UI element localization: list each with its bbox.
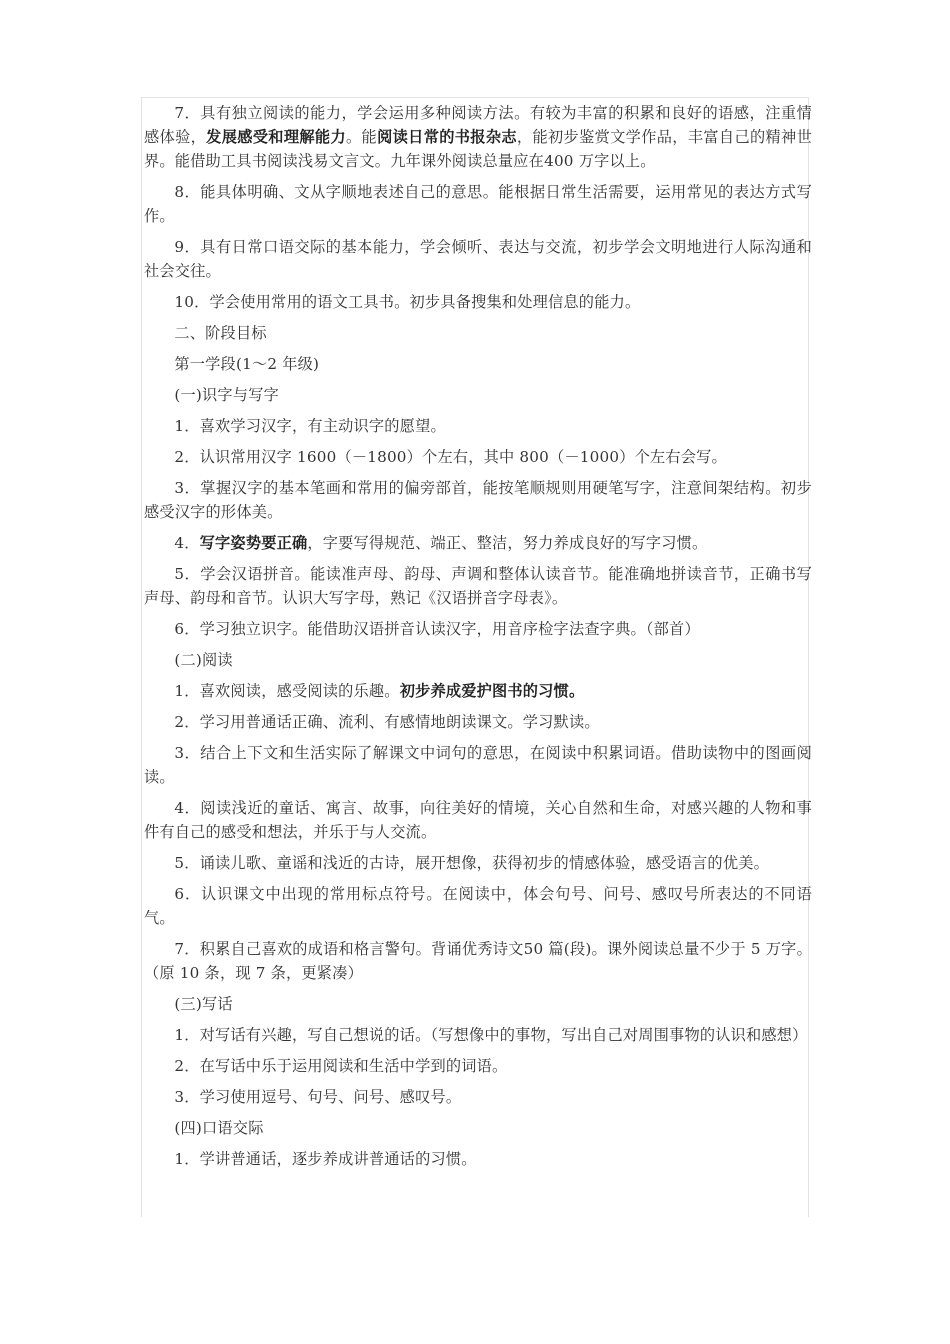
paragraph	[144, 414, 812, 438]
paragraph	[144, 617, 812, 641]
paragraph-text: 7．具有独立阅读的能力，学会运用多种阅读方法。有较为丰富的积累和良好的语感，注重情感体验，	[144, 104, 812, 146]
paragraph	[144, 1023, 812, 1047]
paragraph-text: 1．学讲普通话，逐步养成讲普通话的习惯。	[174, 1150, 477, 1168]
paragraph-text: 1．喜欢学习汉字，有主动识字的愿望。	[174, 417, 446, 435]
paragraph-text: 3．学习使用逗号、句号、问号、感叹号。	[174, 1088, 462, 1106]
paragraph	[144, 352, 812, 376]
paragraph	[144, 882, 812, 930]
paragraph-text: 9．具有日常口语交际的基本能力，学会倾听、表达与交流，初步学会文明地进行人际沟通和社会交往。	[144, 238, 812, 280]
paragraph	[144, 476, 812, 524]
paragraph-text: 2．学习用普通话正确、流利、有感情地朗读课文。学习默读。	[174, 713, 600, 731]
paragraph	[144, 445, 812, 469]
paragraph-text: 4．阅读浅近的童话、寓言、故事，向往美好的情境，关心自然和生命，对感兴趣的人物和事件有自己的感受和想法，并乐于与人交流。	[144, 799, 812, 841]
paragraph	[144, 1054, 812, 1078]
paragraph-text: (三)写话	[174, 995, 233, 1013]
paragraph	[144, 235, 812, 283]
paragraph-text: ，能初步鉴赏文学作品，丰富自己的精神世界。能借助工具书阅读浅易文言文。九年课外阅读总量应在400 万字以上。	[144, 128, 812, 170]
paragraph-text: 2．认识常用汉字 1600（－1800）个左右，其中 800（－1000）个左右会写。	[174, 448, 727, 466]
paragraph-text: (一)识字与写字	[174, 386, 279, 404]
paragraph-text: 5．诵读儿歌、童谣和浅近的古诗，展开想像，获得初步的情感体验，感受语言的优美。	[174, 854, 769, 872]
paragraph	[144, 1116, 812, 1140]
paragraph-text: 10．学会使用常用的语文工具书。初步具备搜集和处理信息的能力。	[174, 293, 641, 311]
paragraph-text: 1．对写话有兴趣，写自己想说的话。（写想像中的事物，写出自己对周围事物的认识和感想）	[174, 1026, 808, 1044]
paragraph	[144, 290, 812, 314]
paragraph-text: (四)口语交际	[174, 1119, 264, 1137]
paragraph	[144, 101, 812, 173]
paragraph	[144, 562, 812, 610]
paragraph	[144, 648, 812, 672]
paragraph-text: 4．	[174, 534, 200, 552]
paragraph	[144, 992, 812, 1016]
paragraph-text: 第一学段(1～2 年级)	[174, 355, 320, 373]
paragraph	[144, 796, 812, 844]
paragraph-text: 8．能具体明确、文从字顺地表述自己的意思。能根据日常生活需要，运用常见的表达方式写作。	[144, 183, 812, 225]
emphasis-text: 阅读日常的书报杂志	[377, 128, 517, 146]
paragraph	[144, 321, 812, 345]
paragraph-text: 3．掌握汉字的基本笔画和常用的偏旁部首，能按笔顺规则用硬笔写字，注意间架结构。初步感受汉字的形体美。	[144, 479, 812, 521]
paragraph-text: 6．学习独立识字。能借助汉语拼音认读汉字，用音序检字法查字典。（部首）	[174, 620, 700, 638]
paragraph	[144, 937, 812, 985]
paragraph	[144, 531, 812, 555]
paragraph	[144, 741, 812, 789]
paragraph	[144, 1085, 812, 1109]
paragraph-text: (二)阅读	[174, 651, 233, 669]
paragraph	[144, 851, 812, 875]
paragraph	[144, 180, 812, 228]
paragraph-text: 7．积累自己喜欢的成语和格言警句。背诵优秀诗文50 篇(段)。课外阅读总量不少于 5 万字。（原 10 条，现 7 条，更紧凑）	[144, 940, 812, 982]
paragraph-text: 2．在写话中乐于运用阅读和生活中学到的词语。	[174, 1057, 508, 1075]
document-body	[144, 101, 812, 1178]
emphasis-text: 写字姿势要正确	[199, 534, 308, 552]
paragraph	[144, 679, 812, 703]
emphasis-text: 初步养成爱护图书的习惯。	[399, 682, 585, 700]
paragraph-text: ，字要写得规范、端正、整洁，努力养成良好的写字习惯。	[307, 534, 708, 552]
paragraph	[144, 1147, 812, 1171]
paragraph-text: 6．认识课文中出现的常用标点符号。在阅读中，体会句号、问号、感叹号所表达的不同语气。	[144, 885, 812, 927]
paragraph-text: 5．学会汉语拼音。能读准声母、韵母、声调和整体认读音节。能准确地拼读音节，正确书写声母、韵母和音节。认识大写字母，熟记《汉语拼音字母表》。	[144, 565, 812, 607]
paragraph	[144, 383, 812, 407]
paragraph	[144, 710, 812, 734]
paragraph-text: 1．喜欢阅读，感受阅读的乐趣。	[174, 682, 400, 700]
emphasis-text: 发展感受和理解能力	[206, 128, 346, 146]
paragraph-text: 3．结合上下文和生活实际了解课文中词句的意思，在阅读中积累词语。借助读物中的图画阅读。	[144, 744, 812, 786]
paragraph-text: 。能	[346, 128, 378, 146]
paragraph-text: 二、阶段目标	[174, 324, 267, 342]
